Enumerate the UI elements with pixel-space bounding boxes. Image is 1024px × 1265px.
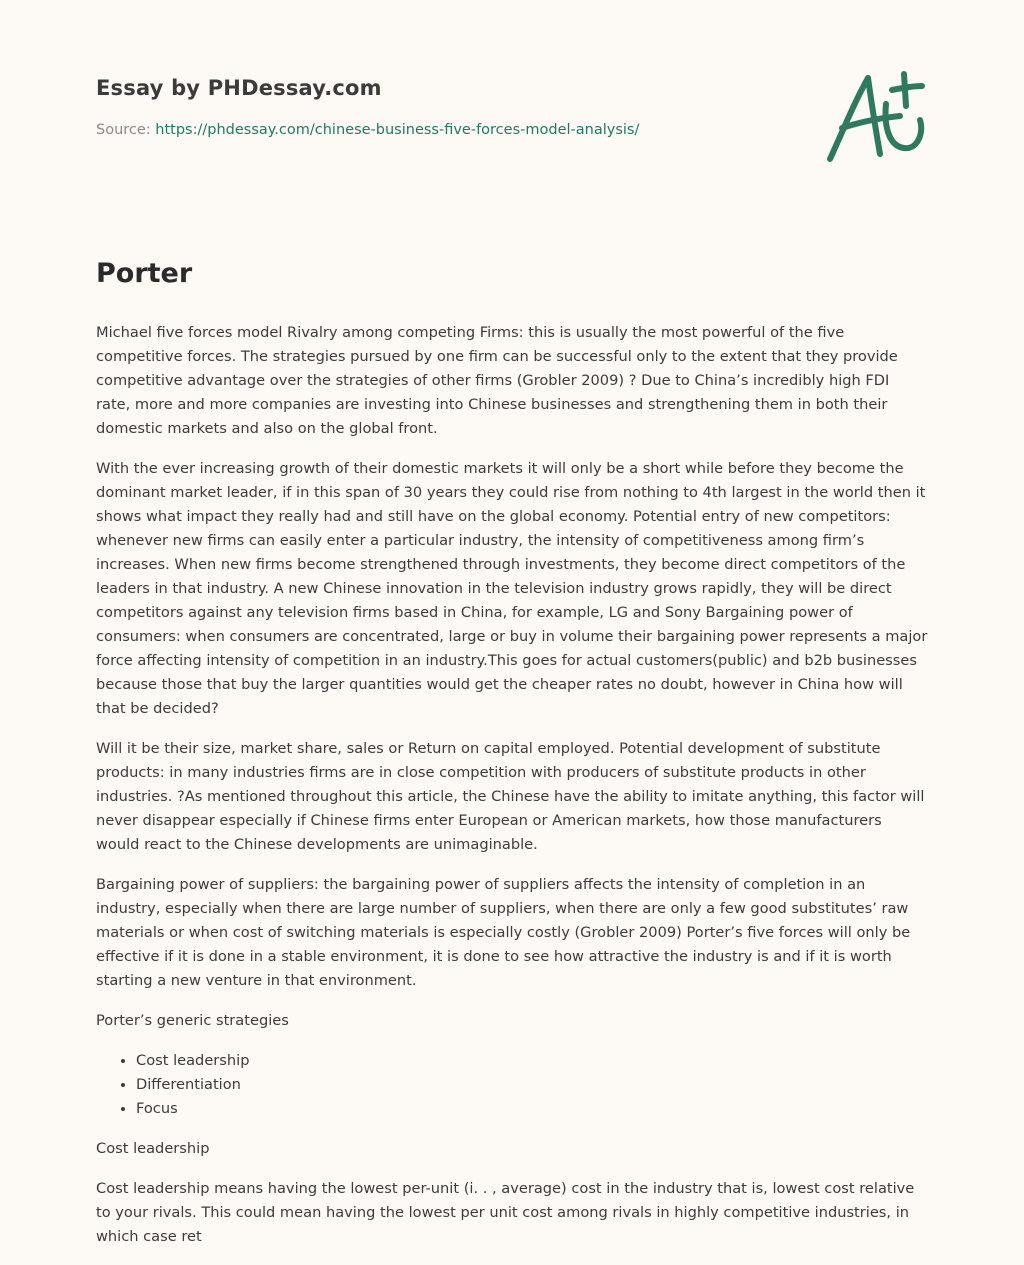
source-link[interactable]: https://phdessay.com/chinese-business-five-forces-model-analysis/ <box>155 122 640 138</box>
paragraph-3: Will it be their size, market share, sales or Return on capital employed. Potential development of substitute products: in many industries firms are in close competition with producers of substitute products in other industries. ?As mentioned throughout this article, the Chinese have the ability to imitate anything, this factor will never disappear especially if Chinese firms enter European or American markets, how those manufacturers would react to the Chinese developments are unimaginable. <box>96 740 925 853</box>
paragraph-2: With the ever increasing growth of their domestic markets it will only be a short while before they become the dominant market leader, if in this span of 30 years they could rise from nothing to 4th largest in the world then it shows what impact they really had and still have on the global economy. Potential entry of new competitors: whenever new firms can easily enter a particular industry, the intensity of competitiveness among firm’s increases. When new firms become strengthened through investments, they become direct competitors of the leaders in that industry. A new Chinese innovation in the television industry grows rapidly, they will be direct competitors against any television firms based in China, for example, LG and Sony Bargaining power of consumers: when consumers are concentrated, large or buy in volume their bargaining power represents a major force affecting intensity of competition in an industry.This goes for actual customers(public) and b2b businesses because those that buy the larger quantities would get the cheaper rates no doubt, however in China how will that be decided? <box>96 460 928 717</box>
source-line <box>96 122 796 138</box>
article-title: Porter <box>96 258 193 289</box>
header <box>96 76 796 138</box>
paragraph-4: Bargaining power of suppliers: the bargaining power of suppliers affects the intensity of completion in an industry, especially when there are large number of suppliers, when there are only a few good substitutes’ raw materials or when cost of switching materials is especially costly (Grobler 2009) Porter’s five forces will only be effective if it is done in a stable environment, it is done to see how attractive the industry is and if it is worth starting a new venture in that environment. <box>96 876 911 989</box>
article <box>96 254 928 1265</box>
paragraph-1: Michael five forces model Rivalry among competing Firms: this is usually the most powerful of the five competitive forces. The strategies pursued by one firm can be successful only to the extent that they provide competitive advantage over the strategies of other firms (Grobler 2009) ? Due to China’s incredibly high FDI rate, more and more companies are investing into Chinese businesses and strengthening them in both their domestic markets and also on the global front. <box>96 324 898 437</box>
source-label: Source: <box>96 122 151 138</box>
strategies-list <box>96 1049 928 1121</box>
a-plus-logo <box>820 66 930 166</box>
list-item: • Differentiation <box>136 1073 928 1097</box>
list-item: • Focus <box>136 1097 928 1121</box>
list-item: • Cost leadership <box>136 1049 928 1073</box>
section-heading-cost-leadership: Cost leadership <box>96 1140 210 1157</box>
strategies-intro: Porter’s generic strategies <box>96 1012 289 1029</box>
paragraph-cost-leadership: Cost leadership means having the lowest per-unit (i. . , average) cost in the industry that is, lowest cost relative to your rivals. This could mean having the lowest per unit cost among rivals in highly competitive industries, in which case ret <box>96 1180 915 1245</box>
brand-title: Essay by PHDessay.com <box>96 76 382 100</box>
